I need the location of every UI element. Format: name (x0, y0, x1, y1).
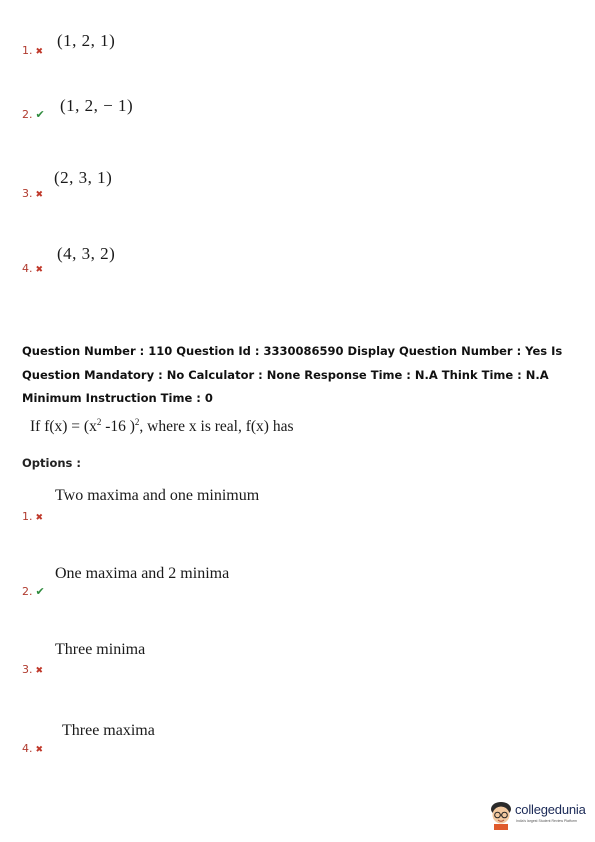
options-label: Options : (22, 456, 81, 470)
option-text: Three maxima (62, 722, 155, 739)
wrong-mark-icon: ✖ (35, 47, 44, 57)
option-number: 2. ✔ (22, 585, 45, 598)
wrong-mark-icon: ✖ (35, 745, 44, 755)
collegedunia-logo (488, 800, 588, 830)
option-text: (2, 3, 1) (54, 168, 113, 187)
logo-tagline: India's largest Student Review Platform (516, 819, 577, 823)
option-text: One maxima and 2 minima (55, 565, 230, 582)
mascot-icon (488, 800, 514, 830)
correct-mark-icon: ✔ (35, 585, 45, 598)
wrong-mark-icon: ✖ (35, 265, 44, 275)
question-meta: Question Number : 110 Question Id : 3330086590 Display Question Number : Yes Is Question Mandatory : No Calculator : None Response Time : N.A Think Time : N.A Minimum Instruction Time : 0 (22, 344, 563, 405)
option-number: 4. ✖ (22, 742, 44, 755)
option-number: 3. ✖ (22, 663, 44, 676)
wrong-mark-icon: ✖ (35, 190, 44, 200)
wrong-mark-icon: ✖ (35, 666, 44, 676)
option-text: (1, 2, − 1) (60, 96, 134, 115)
option-number: 1. ✖ (22, 510, 44, 523)
question-text: If $f(x) = (x^2$ -16 )$^2$, where x is real, f(x) has (30, 417, 294, 436)
option-number: 3. ✖ (22, 187, 44, 200)
option-number: 4. ✖ (22, 262, 44, 275)
correct-mark-icon: ✔ (35, 108, 45, 121)
option-number: 1. ✖ (22, 44, 44, 57)
logo-brand: collegedunia (515, 802, 586, 817)
option-text: (4, 3, 2) (57, 244, 116, 263)
wrong-mark-icon: ✖ (35, 513, 44, 523)
option-text: Two maxima and one minimum (55, 487, 260, 504)
option-text: (1, 2, 1) (57, 31, 116, 50)
option-number: 2. ✔ (22, 108, 45, 121)
option-text: Three minima (55, 641, 146, 658)
